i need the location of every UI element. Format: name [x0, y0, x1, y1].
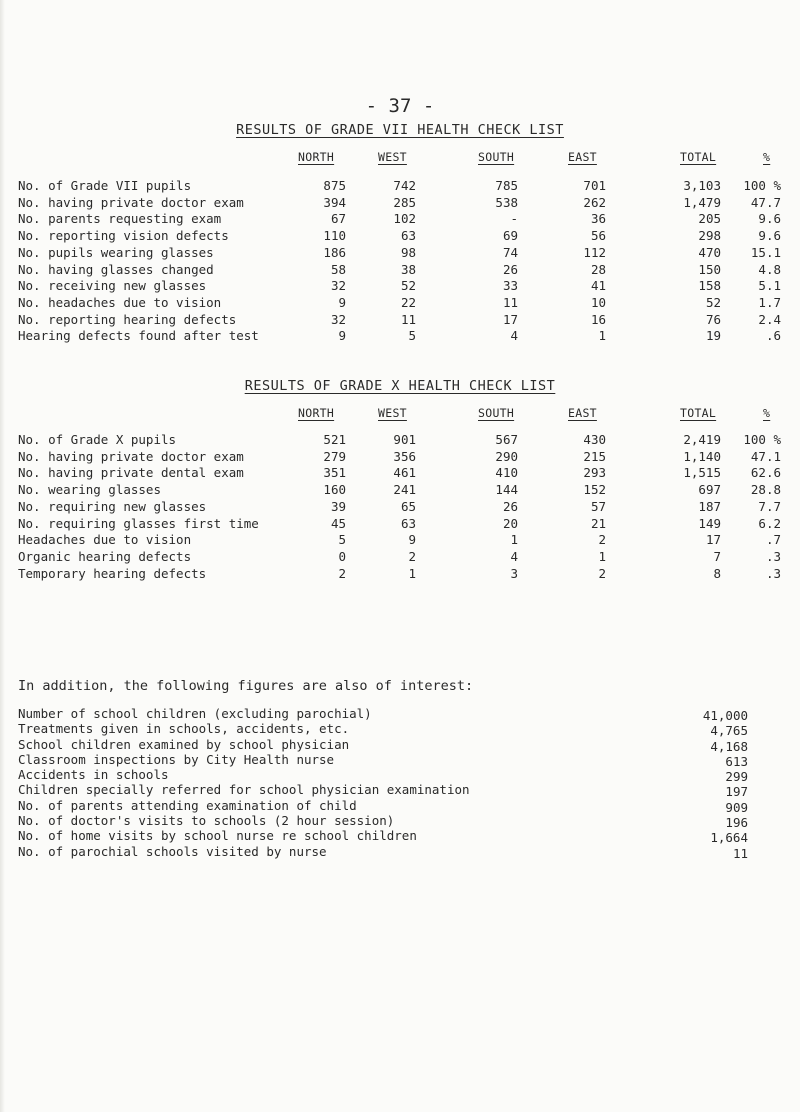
row-value: 33	[502, 278, 518, 294]
row-value: 56	[590, 228, 606, 244]
row-value: 112	[583, 244, 606, 260]
row-value: 11	[400, 311, 416, 327]
additional-labels	[18, 706, 470, 859]
grade7-table	[18, 178, 781, 345]
row-value: 144	[495, 482, 518, 498]
row-value: 7	[713, 548, 721, 564]
row-label: No. headaches due to vision	[18, 294, 222, 310]
row-value: 11	[502, 294, 518, 310]
table-row	[18, 195, 781, 212]
row-value: 28.8	[750, 482, 781, 498]
grade10-header-percent: %	[763, 406, 771, 420]
row-value: 102	[393, 211, 416, 227]
row-value: 538	[495, 194, 518, 210]
grade7-header-percent: %	[763, 150, 771, 164]
row-value: 293	[583, 465, 606, 481]
row-label: Temporary hearing defects	[18, 565, 207, 581]
row-value: 63	[400, 515, 416, 531]
additional-item-label: No. of parochial schools visited by nurse	[18, 843, 327, 859]
table-row	[18, 312, 781, 329]
row-value: 52	[400, 278, 416, 294]
row-value: 262	[583, 194, 606, 210]
row-value: 3,103	[683, 178, 721, 193]
grade10-table	[18, 432, 781, 582]
row-value: 22	[400, 294, 416, 310]
row-label: Organic hearing defects	[18, 548, 192, 564]
row-value: 17	[705, 532, 721, 548]
row-value: 285	[393, 194, 416, 210]
row-value: 62.6	[750, 465, 781, 481]
row-value: 2	[408, 548, 416, 564]
table-row	[18, 566, 781, 583]
additional-item-value: 11	[732, 845, 748, 861]
row-value: 21	[590, 515, 606, 531]
grade7-header-east: EAST	[568, 150, 597, 164]
row-value: 32	[330, 311, 346, 327]
row-value: 9	[338, 328, 346, 344]
row-value: 9	[408, 532, 416, 548]
additional-intro: In addition, the following figures are also of interest:	[18, 678, 474, 694]
row-value: 7.7	[758, 498, 781, 514]
row-label: No. of Grade VII pupils	[18, 178, 192, 193]
row-value: 6.2	[758, 515, 781, 531]
table-row	[18, 532, 781, 549]
row-value: 15.1	[750, 244, 781, 260]
row-value: .3	[765, 548, 781, 564]
row-value: 47.1	[750, 448, 781, 464]
row-value: 38	[400, 261, 416, 277]
additional-item-value: 909	[725, 799, 748, 815]
row-value: 186	[323, 244, 346, 260]
row-value: 875	[323, 178, 346, 193]
table-row	[18, 228, 781, 245]
row-value: .3	[765, 565, 781, 581]
grade7-header-south: SOUTH	[478, 150, 515, 164]
grade7-header-total: TOTAL	[680, 150, 717, 164]
row-value: 47.7	[750, 194, 781, 210]
row-value: 356	[393, 448, 416, 464]
row-value: 410	[495, 465, 518, 481]
row-label: No. reporting hearing defects	[18, 311, 237, 327]
row-value: 160	[323, 482, 346, 498]
row-value: 521	[323, 432, 346, 447]
additional-item-value: 299	[725, 769, 748, 785]
grade7-header-north: NORTH	[298, 150, 335, 164]
row-value: 1	[510, 532, 518, 548]
row-value: 1	[598, 548, 606, 564]
additional-item-value: 196	[725, 815, 748, 831]
row-value: 742	[393, 178, 416, 193]
grade7-title: RESULTS OF GRADE VII HEALTH CHECK LIST	[236, 122, 564, 138]
grade7-header-west: WEST	[378, 150, 407, 164]
row-value: 461	[393, 465, 416, 481]
additional-item-value: 613	[725, 753, 748, 769]
row-value: 32	[330, 278, 346, 294]
row-value: 4	[510, 548, 518, 564]
row-value: 4.8	[758, 261, 781, 277]
row-value: 8	[713, 565, 721, 581]
row-value: 5	[338, 532, 346, 548]
row-value: 98	[400, 244, 416, 260]
grade10-header-south: SOUTH	[478, 406, 515, 420]
row-value: 2,419	[683, 432, 721, 447]
row-value: 16	[590, 311, 606, 327]
table-row	[18, 278, 781, 295]
row-value: 1,515	[683, 465, 721, 481]
row-value: 298	[698, 228, 721, 244]
row-value: 65	[400, 498, 416, 514]
row-value: 19	[705, 328, 721, 344]
row-value: 1	[408, 565, 416, 581]
row-label: No. requiring glasses first time	[18, 515, 259, 531]
table-row	[18, 432, 781, 449]
additional-item-value: 197	[725, 784, 748, 800]
row-value: 205	[698, 211, 721, 227]
row-value: 36	[590, 211, 606, 227]
row-label: No. of Grade X pupils	[18, 432, 177, 447]
row-label: No. receiving new glasses	[18, 278, 207, 294]
additional-item-label: Accidents in schools	[18, 767, 169, 783]
row-value: 100 %	[743, 178, 781, 193]
additional-item-label: Treatments given in schools, accidents, etc.	[18, 721, 350, 737]
row-value: 74	[502, 244, 518, 260]
row-value: 9.6	[758, 211, 781, 227]
row-value: 76	[705, 311, 721, 327]
row-value: 2	[598, 565, 606, 581]
row-value: 17	[502, 311, 518, 327]
table-row	[18, 211, 781, 228]
row-value: 4	[510, 328, 518, 344]
row-value: -	[510, 211, 518, 227]
row-label: No. pupils wearing glasses	[18, 244, 214, 260]
grade10-header-east: EAST	[568, 406, 597, 420]
row-value: 100 %	[743, 432, 781, 447]
row-value: 3	[510, 565, 518, 581]
row-value: 39	[330, 498, 346, 514]
row-value: 63	[400, 228, 416, 244]
row-value: 5.1	[758, 278, 781, 294]
row-value: 351	[323, 465, 346, 481]
additional-item-label: No. of doctor's visits to schools (2 hour session)	[18, 813, 395, 829]
row-label: Headaches due to vision	[18, 532, 192, 548]
additional-item-label: No. of home visits by school nurse re school children	[18, 828, 417, 844]
row-value: 1,140	[683, 448, 721, 464]
row-value: 2	[338, 565, 346, 581]
table-row	[18, 449, 781, 466]
row-label: Hearing defects found after test	[18, 328, 259, 344]
row-label: No. requiring new glasses	[18, 498, 207, 514]
additional-item-label: School children examined by school physician	[18, 736, 350, 752]
row-value: 67	[330, 211, 346, 227]
row-value: 1.7	[758, 294, 781, 310]
table-row	[18, 328, 781, 345]
row-value: 26	[502, 498, 518, 514]
grade10-header-west: WEST	[378, 406, 407, 420]
additional-item-value: 1,664	[710, 830, 748, 846]
additional-item-label: Number of school children (excluding parochial)	[18, 706, 372, 721]
row-value: 701	[583, 178, 606, 193]
row-label: No. having glasses changed	[18, 261, 214, 277]
row-value: 28	[590, 261, 606, 277]
row-value: 470	[698, 244, 721, 260]
row-value: 2	[598, 532, 606, 548]
table-row	[18, 549, 781, 566]
row-value: 152	[583, 482, 606, 498]
table-row	[18, 465, 781, 482]
row-value: 567	[495, 432, 518, 447]
row-value: 9.6	[758, 228, 781, 244]
table-row	[18, 295, 781, 312]
row-value: 5	[408, 328, 416, 344]
grade10-header-north: NORTH	[298, 406, 335, 420]
row-value: 2.4	[758, 311, 781, 327]
row-value: 785	[495, 178, 518, 193]
row-value: 1,479	[683, 194, 721, 210]
table-row	[18, 245, 781, 262]
row-value: 52	[705, 294, 721, 310]
row-value: 394	[323, 194, 346, 210]
additional-item-label: Classroom inspections by City Health nurse	[18, 751, 335, 767]
additional-item-label: No. of parents attending examination of child	[18, 797, 357, 813]
additional-item-value: 4,765	[710, 723, 748, 739]
row-value: 158	[698, 278, 721, 294]
row-value: 901	[393, 432, 416, 447]
row-value: 110	[323, 228, 346, 244]
additional-item-value: 41,000	[702, 708, 748, 723]
page-edge-shadow	[0, 0, 5, 1112]
row-label: No. wearing glasses	[18, 482, 161, 498]
table-row	[18, 499, 781, 516]
row-value: 150	[698, 261, 721, 277]
row-label: No. having private dental exam	[18, 465, 244, 481]
row-value: 41	[590, 278, 606, 294]
row-value: 9	[338, 294, 346, 310]
row-value: .7	[765, 532, 781, 548]
table-row	[18, 516, 781, 533]
row-value: 58	[330, 261, 346, 277]
page-number: - 37 -	[365, 95, 435, 117]
row-value: 57	[590, 498, 606, 514]
row-value: 215	[583, 448, 606, 464]
row-value: 149	[698, 515, 721, 531]
table-row	[18, 262, 781, 279]
row-value: 45	[330, 515, 346, 531]
row-value: 20	[502, 515, 518, 531]
grade10-header-total: TOTAL	[680, 406, 717, 420]
row-value: 187	[698, 498, 721, 514]
grade10-title: RESULTS OF GRADE X HEALTH CHECK LIST	[244, 378, 556, 394]
row-label: No. having private doctor exam	[18, 194, 244, 210]
row-value: 69	[502, 228, 518, 244]
row-value: 10	[590, 294, 606, 310]
additional-values	[700, 708, 748, 861]
additional-item-label: Children specially referred for school physician examination	[18, 782, 470, 798]
row-value: 697	[698, 482, 721, 498]
row-value: 430	[583, 432, 606, 447]
row-value: 241	[393, 482, 416, 498]
row-value: 26	[502, 261, 518, 277]
row-label: No. reporting vision defects	[18, 228, 229, 244]
row-value: 290	[495, 448, 518, 464]
row-label: No. parents requesting exam	[18, 211, 222, 227]
additional-item-value: 4,168	[710, 738, 748, 754]
row-value: .6	[765, 328, 781, 344]
row-value: 1	[598, 328, 606, 344]
table-row	[18, 178, 781, 195]
row-label: No. having private doctor exam	[18, 448, 244, 464]
table-row	[18, 482, 781, 499]
row-value: 0	[338, 548, 346, 564]
row-value: 279	[323, 448, 346, 464]
